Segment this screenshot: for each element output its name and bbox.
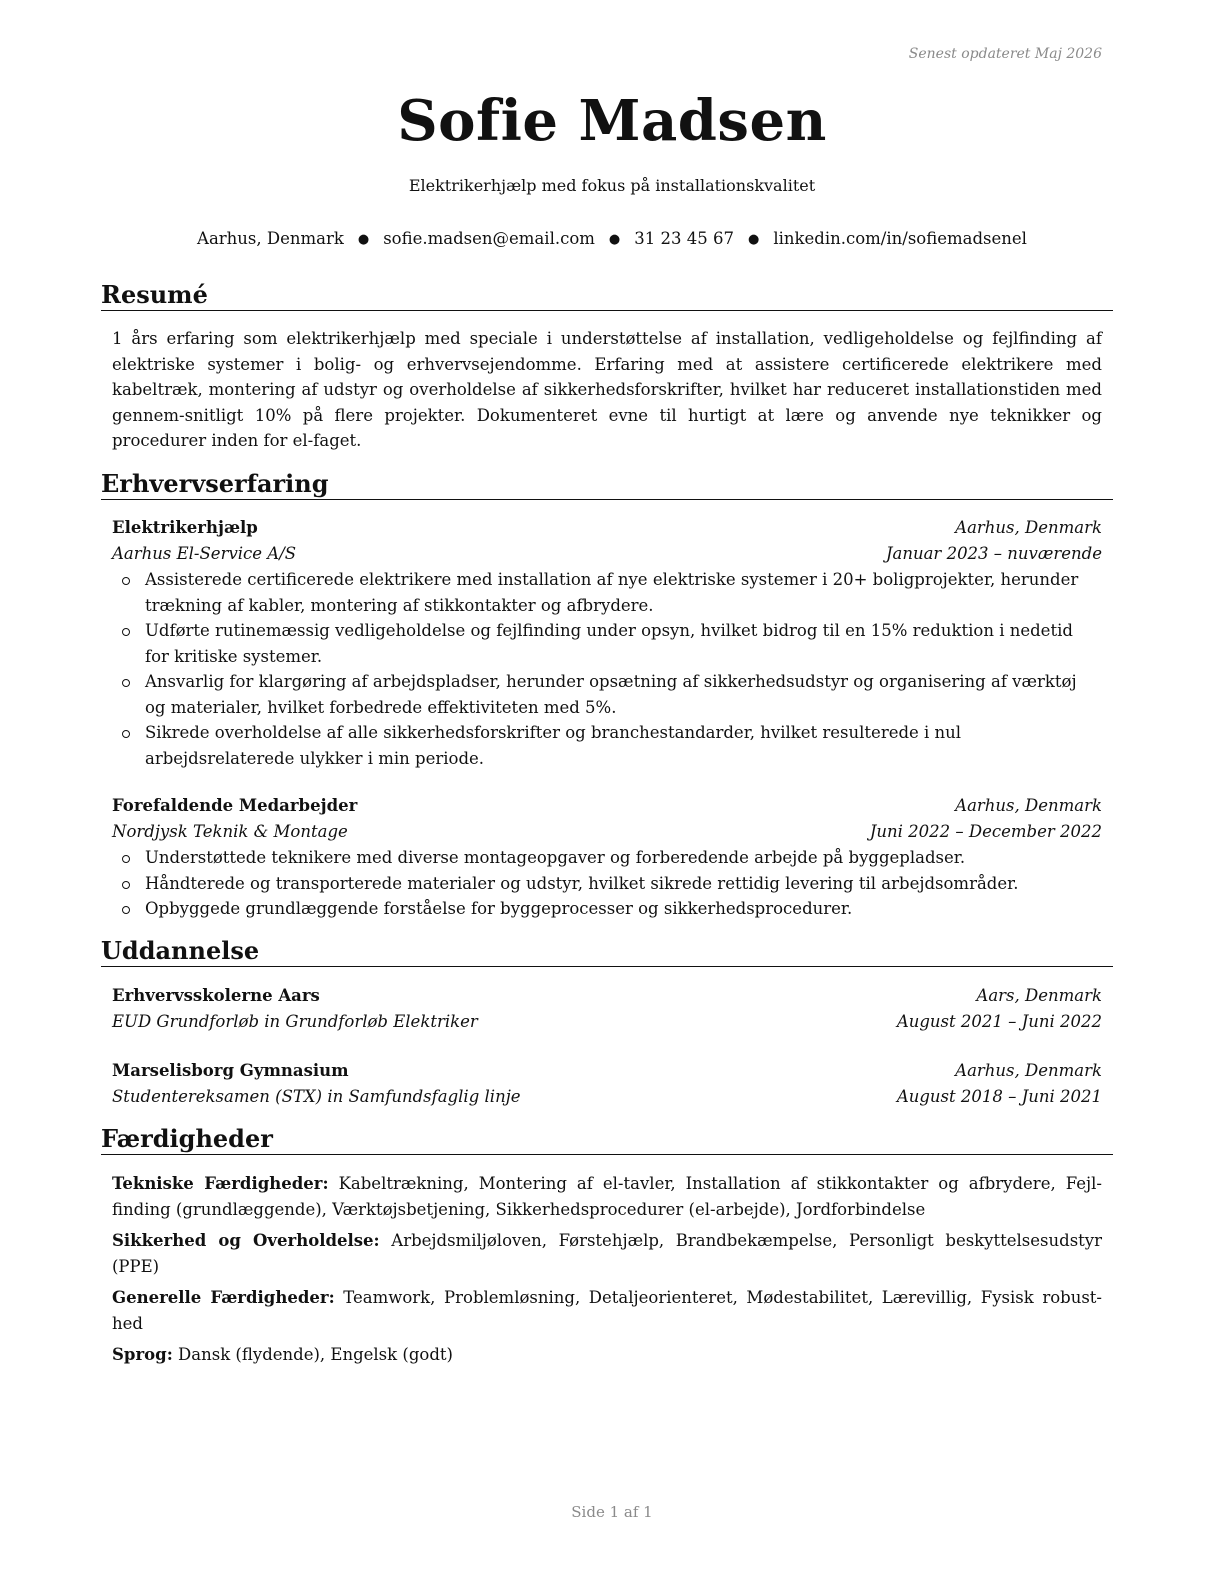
education-dates: August 2021 – Juni 2022	[896, 1012, 1102, 1031]
section-title-education: Uddannelse	[101, 936, 1113, 967]
bullet-marker	[122, 730, 130, 738]
education-subheader	[112, 1084, 1102, 1110]
skill-group	[112, 1171, 1102, 1222]
bullet-separator: ●	[608, 232, 621, 247]
list-item	[112, 567, 1102, 618]
degree: EUD Grundforløb in Grundforløb Elektriker	[112, 1012, 478, 1031]
tagline: Elektrikerhjælp med fokus på installationskvalitet	[408, 176, 816, 195]
summary-text: 1 års erfaring som elektrikerhjælp med speciale i understøttelse af installation, vedligeholdelse og fejlfinding af elektriske systemer i bolig- og erhvervsejendomme. Erfaring med at assistere certificerede elektrikere med kabeltræk, montering af udstyr og overholdelse af sikkerhedsforskrifter, hvilket har reduceret installationstiden med gennem-snitligt 10% på flere projekter. Dokumenteret evne til hurtigt at lære og anvende nye teknikker og procedurer inden for el-faget.	[112, 329, 1102, 450]
bullet-separator: ●	[357, 232, 370, 247]
skill-text: Dansk (flydende), Engelsk (godt)	[178, 1345, 453, 1364]
skill-group	[112, 1342, 1102, 1368]
contact-linkedin[interactable]: linkedin.com/in/sofiemadsenel	[773, 229, 1027, 248]
skill-label: Tekniske Færdigheder:	[112, 1174, 329, 1193]
list-item	[112, 618, 1102, 669]
bullet-marker	[122, 577, 130, 585]
job-role: Elektrikerhjælp	[112, 518, 258, 537]
job-role: Forefaldende Medarbejder	[112, 796, 358, 815]
bullet-marker	[122, 855, 130, 863]
list-item	[112, 871, 1102, 897]
bullet-marker	[122, 881, 130, 889]
bullet-text: Sikrede overholdelse af alle sikkerhedsforskrifter og branchestandarder, hvilket resulterede i nul arbejdsrelaterede ulykker i min periode.	[145, 723, 962, 768]
school-location: Aars, Denmark	[976, 986, 1102, 1005]
job-dates: Juni 2022 – December 2022	[869, 822, 1102, 841]
bullet-text: Opbyggede grundlæggende forståelse for byggeprocesser og sikkerhedsprocedurer.	[145, 899, 853, 918]
skill-label: Sprog:	[112, 1345, 173, 1364]
bullet-marker	[122, 679, 130, 687]
job-location: Aarhus, Denmark	[955, 518, 1102, 537]
job-subheader	[112, 541, 1102, 567]
job-bullets	[112, 567, 1102, 771]
education-subheader	[112, 1009, 1102, 1035]
section-title-summary: Resumé	[101, 280, 1113, 311]
bullet-marker	[122, 906, 130, 914]
contact-location: Aarhus, Denmark	[197, 229, 344, 248]
bullet-text: Understøttede teknikere med diverse montageopgaver og forberedende arbejde på byggepladser.	[145, 848, 966, 867]
school-location: Aarhus, Denmark	[955, 1061, 1102, 1080]
page-number: Side 1 af 1	[571, 1503, 653, 1521]
skill-text: Teamwork, Problemløsning, Detaljeorienteret, Mødestabilitet, Lærevillig, Fysisk robust-hed	[112, 1288, 1102, 1333]
bullet-separator: ●	[747, 232, 760, 247]
candidate-name: Sofie Madsen	[397, 88, 827, 154]
skill-group	[112, 1228, 1102, 1279]
education-header	[112, 983, 1102, 1009]
skill-label: Sikkerhed og Overholdelse:	[112, 1231, 380, 1250]
list-item	[112, 896, 1102, 922]
list-item	[112, 845, 1102, 871]
last-updated: Senest opdateret Maj 2026	[908, 46, 1102, 62]
contact-email[interactable]: sofie.madsen@email.com	[383, 229, 595, 248]
bullet-text: Ansvarlig for klargøring af arbejdspladser, herunder opsætning af sikkerhedsudstyr og organisering af værktøj og materialer, hvilket forbedrede effektiviteten med 5%.	[145, 672, 1077, 717]
skill-group	[112, 1285, 1102, 1336]
school-name: Marselisborg Gymnasium	[112, 1061, 349, 1080]
job-location: Aarhus, Denmark	[955, 796, 1102, 815]
bullet-text: Udførte rutinemæssig vedligeholdelse og fejlfinding under opsyn, hvilket bidrog til en 15% reduktion i nedetid for kritiske systemer.	[145, 621, 1073, 666]
skill-text: Kabeltrækning, Montering af el-tavler, Installation af stikkontakter og afbrydere, Fejl-finding (grundlæggende), Værktøjsbetjening, Sikkerhedsprocedurer (el-arbejde), Jordforbindelse	[112, 1174, 1102, 1219]
bullet-text: Assisterede certificerede elektrikere med installation af nye elektriske systemer i 20+ boligprojekter, herunder trækning af kabler, montering af stikkontakter og afbrydere.	[145, 570, 1079, 615]
section-title-skills: Færdigheder	[101, 1124, 1113, 1155]
skill-text: Arbejdsmiljøloven, Førstehjælp, Brandbekæmpelse, Personligt beskyttelsesudstyr (PPE)	[112, 1231, 1103, 1276]
job-company: Aarhus El-Service A/S	[112, 544, 297, 563]
education-dates: August 2018 – Juni 2021	[896, 1087, 1102, 1106]
skill-label: Generelle Færdigheder:	[112, 1288, 335, 1307]
job-bullets	[112, 845, 1102, 922]
job-company: Nordjysk Teknik & Montage	[112, 822, 348, 841]
list-item	[112, 669, 1102, 720]
contact-phone: 31 23 45 67	[634, 229, 734, 248]
job-header	[112, 515, 1102, 541]
job-subheader	[112, 819, 1102, 845]
job-dates: Januar 2023 – nuværende	[885, 544, 1102, 563]
list-item	[112, 720, 1102, 771]
education-header	[112, 1058, 1102, 1084]
section-title-experience: Erhvervserfaring	[101, 469, 1113, 500]
degree: Studentereksamen (STX) in Samfundsfaglig linje	[112, 1087, 521, 1106]
bullet-marker	[122, 628, 130, 636]
job-header	[112, 793, 1102, 819]
contact-line	[0, 229, 1224, 248]
bullet-text: Håndterede og transporterede materialer og udstyr, hvilket sikrede rettidig levering til arbejdsområder.	[145, 873, 1019, 893]
school-name: Erhvervsskolerne Aars	[112, 986, 320, 1005]
